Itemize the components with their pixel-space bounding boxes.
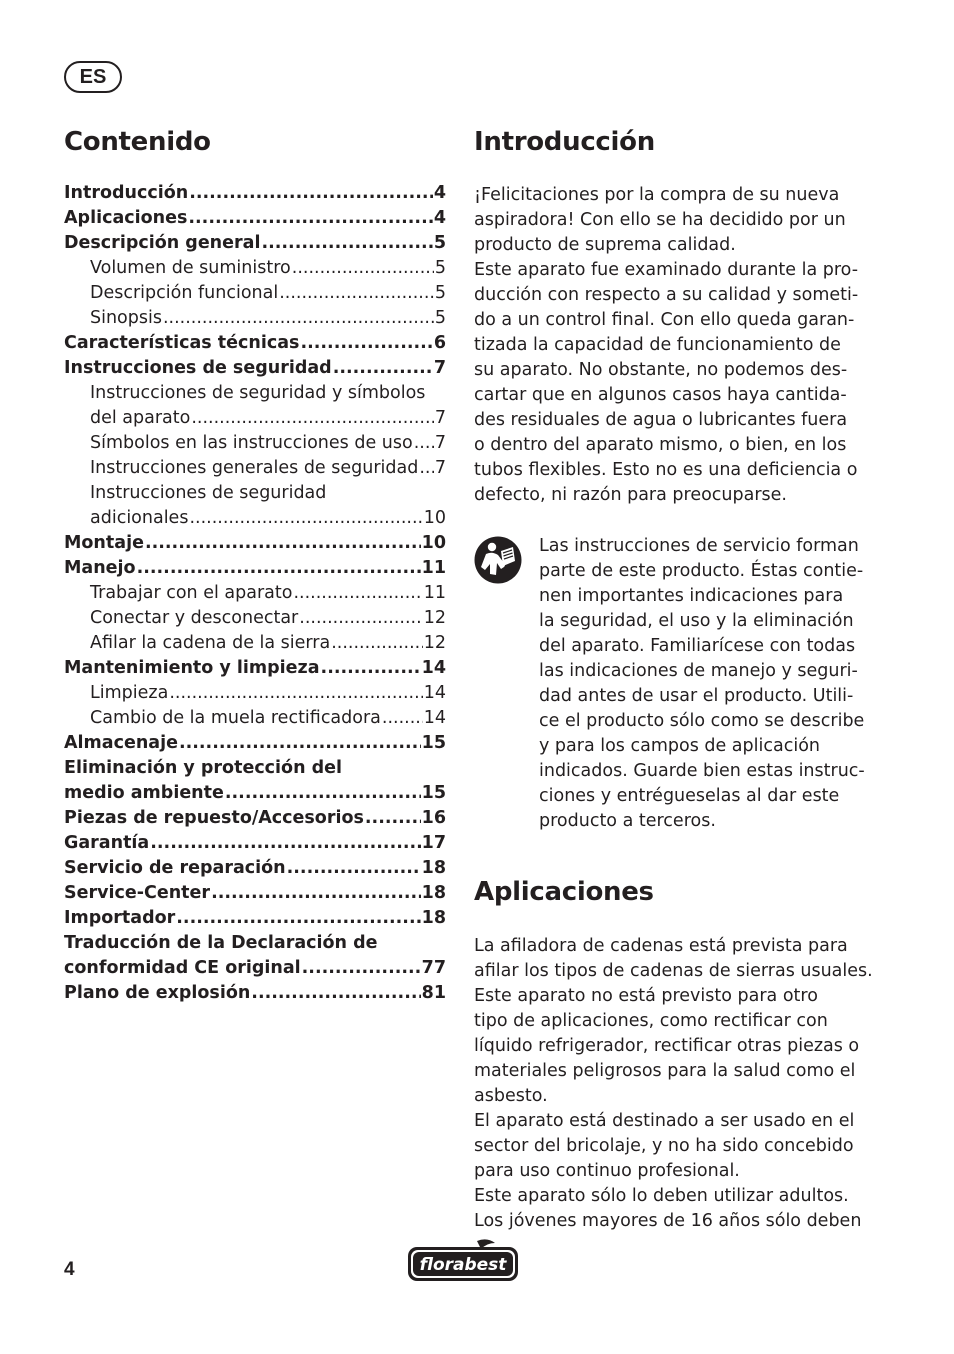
toc-entry [64,808,446,833]
toc-entry [64,358,446,383]
toc-entry-page: 11 [423,583,446,603]
toc-leader-dots [189,183,433,203]
page-number: 4 [64,1259,75,1280]
table-of-contents [64,183,446,1008]
toc-leader-dots [331,633,422,653]
toc-leader-dots [179,733,421,753]
toc-entry-page: 18 [421,858,446,878]
toc-entry-page: 15 [421,733,446,753]
toc-leader-dots [302,958,421,978]
text-line: Los jóvenes mayores de 16 años sólo deben [474,1211,862,1231]
toc-entry-page: 18 [421,908,446,928]
toc-leader-dots [150,833,420,853]
toc-entry-label: Símbolos en las instrucciones de uso [90,433,413,453]
toc-entry-page: 12 [423,608,446,628]
text-line: des residuales de agua o lubricantes fuera [474,410,848,430]
toc-entry [64,333,446,358]
toc-entry [64,733,446,758]
toc-entry [64,183,446,208]
toc-entry-page: 81 [421,983,446,1003]
toc-entry [64,908,446,933]
toc-entry [64,308,446,333]
introduction-text [474,183,866,508]
text-line: las indicaciones de manejo y seguri- [539,661,858,681]
text-line: y para los campos de aplicación [539,736,820,756]
text-line: tubos flexibles. Esto no es una deficiencia o [474,460,858,480]
text-line: del aparato. Familiarícese con todas [539,636,856,656]
toc-leader-dots [321,658,421,678]
toc-leader-dots [292,258,434,278]
text-line: tizada la capacidad de funcionamiento de [474,335,841,355]
text-line: Este aparato fue examinado durante la pro- [474,260,859,280]
toc-entry-page: 5 [434,283,446,303]
text-line: Este aparato no está previsto para otro [474,986,818,1006]
toc-entry [64,708,446,733]
text-line: para uso continuo profesional. [474,1161,740,1181]
text-line: ciones y entrégueselas al dar este [539,786,840,806]
toc-title: Contenido [64,127,211,157]
toc-entry-label: Garantía [64,833,150,853]
text-line: afilar los tipos de cadenas de sierras usuales. [474,961,873,981]
text-line: aspiradora! Con ello se ha decidido por un [474,210,846,230]
toc-leader-dots [414,433,434,453]
text-line: do a un control final. Con ello queda garan- [474,310,855,330]
toc-entry-label: Descripción funcional [90,283,279,303]
text-line: Las instrucciones de servicio forman [539,536,859,556]
toc-entry-label: Instrucciones generales de seguridad [90,458,419,478]
applications-text [474,934,873,1234]
toc-entry-page: 77 [421,958,446,978]
toc-entry-page: 15 [421,783,446,803]
toc-entry [64,633,446,658]
toc-entry-label: Plano de explosión [64,983,251,1003]
toc-entry-page: 4 [433,208,446,228]
toc-entry-label: Traducción de la Declaración de [64,933,378,953]
text-line: defecto, ni razón para preocuparse. [474,485,787,505]
toc-entry-label: Sinopsis [90,308,162,328]
text-line: líquido refrigerador, rectificar otras piezas o [474,1036,860,1056]
toc-entry-page: 17 [421,833,446,853]
toc-entry-page: 7 [434,408,446,428]
toc-entry [64,433,446,458]
toc-entry-label: Limpieza [90,683,169,703]
toc-entry-label: Mantenimiento y limpieza [64,658,320,678]
toc-leader-dots [176,908,420,928]
toc-leader-dots [163,308,434,328]
toc-entry [64,783,446,808]
language-badge: ES [64,61,122,93]
toc-entry [64,408,446,433]
toc-leader-dots [365,808,421,828]
toc-leader-dots [251,983,420,1003]
toc-leader-dots [382,708,423,728]
toc-entry-page: 18 [421,883,446,903]
toc-entry [64,483,446,508]
toc-entry-label: Servicio de reparación [64,858,286,878]
toc-entry-page: 6 [433,333,446,353]
toc-entry-page: 7 [434,458,446,478]
toc-leader-dots [188,208,432,228]
toc-leader-dots [261,233,432,253]
toc-leader-dots [287,858,421,878]
toc-entry-page: 14 [423,708,446,728]
toc-entry-page: 7 [434,433,446,453]
toc-leader-dots [225,783,421,803]
text-line: sector del bricolaje, y no ha sido concebido [474,1136,854,1156]
toc-leader-dots [137,558,421,578]
toc-entry [64,283,446,308]
text-line: producto de suprema calidad. [474,235,736,255]
toc-entry-label: Instrucciones de seguridad [90,483,327,503]
text-line: su aparato. No obstante, no podemos des- [474,360,848,380]
toc-entry [64,258,446,283]
toc-entry-label: Conectar y desconectar [90,608,299,628]
toc-entry-label: Descripción general [64,233,261,253]
text-line: ce el producto sólo como se describe [539,711,865,731]
toc-entry-page: 4 [433,183,446,203]
toc-entry-label: adicionales [90,508,189,528]
toc-entry-label: Instrucciones de seguridad [64,358,332,378]
toc-entry [64,983,446,1008]
text-line: El aparato está destinado a ser usado en el [474,1111,855,1131]
text-line: indicados. Guarde bien estas instruc- [539,761,865,781]
text-line: Este aparato sólo lo deben utilizar adultos. [474,1186,849,1206]
toc-entry [64,858,446,883]
toc-leader-dots [333,358,433,378]
toc-entry-page: 12 [423,633,446,653]
toc-entry [64,583,446,608]
florabest-logo [407,1238,519,1284]
toc-leader-dots [169,683,422,703]
toc-entry [64,208,446,233]
toc-leader-dots [419,458,434,478]
toc-entry-label: Almacenaje [64,733,178,753]
toc-entry [64,833,446,858]
toc-entry-page: 10 [423,508,446,528]
manual-notice-text [539,534,869,834]
toc-entry-label: Características técnicas [64,333,300,353]
text-line: o dentro del aparato mismo, o bien, en los [474,435,847,455]
toc-entry-label: Manejo [64,558,136,578]
text-line: producto a terceros. [539,811,716,831]
toc-entry [64,383,446,408]
toc-leader-dots [293,583,422,603]
toc-entry-page: 14 [423,683,446,703]
toc-leader-dots [279,283,434,303]
toc-entry-label: conformidad CE original [64,958,301,978]
toc-entry-label: Eliminación y protección del [64,758,343,778]
text-line: tipo de aplicaciones, como rectificar con [474,1011,828,1031]
toc-leader-dots [191,408,434,428]
toc-entry [64,458,446,483]
text-line: dad antes de usar el producto. Utili- [539,686,854,706]
toc-entry-page: 10 [421,533,446,553]
toc-entry-page: 5 [433,233,446,253]
toc-leader-dots [300,333,432,353]
introduction-title: Introducción [474,127,655,157]
toc-entry-page: 14 [421,658,446,678]
toc-entry-label: Importador [64,908,176,928]
toc-entry-label: Volumen de suministro [90,258,291,278]
toc-entry [64,683,446,708]
applications-title: Aplicaciones [474,877,654,907]
toc-entry [64,883,446,908]
toc-leader-dots [145,533,421,553]
toc-entry [64,508,446,533]
toc-entry-page: 5 [434,308,446,328]
text-line: ¡Felicitaciones por la compra de su nueva [474,185,840,205]
toc-entry-label: Aplicaciones [64,208,188,228]
toc-leader-dots [299,608,422,628]
toc-entry-page: 16 [421,808,446,828]
toc-entry-label: Cambio de la muela rectificadora [90,708,381,728]
toc-entry [64,558,446,583]
text-line: cartar que en algunos casos haya cantida- [474,385,847,405]
text-line: nen importantes indicaciones para [539,586,844,606]
text-line: asbesto. [474,1086,548,1106]
text-line: materiales peligrosos para la salud como el [474,1061,856,1081]
text-line: ducción con respecto a su calidad y someti- [474,285,859,305]
toc-entry-label: Instrucciones de seguridad y símbolos [90,383,426,403]
text-line: parte de este producto. Éstas contie- [539,561,864,581]
toc-leader-dots [211,883,421,903]
toc-entry [64,658,446,683]
toc-entry-label: Afilar la cadena de la sierra [90,633,331,653]
toc-entry-page: 7 [433,358,446,378]
toc-entry [64,958,446,983]
toc-entry [64,758,446,783]
toc-entry-label: Service-Center [64,883,211,903]
toc-entry [64,533,446,558]
toc-entry-label: Introducción [64,183,189,203]
toc-entry-label: Piezas de repuesto/Accesorios [64,808,364,828]
toc-entry-label: del aparato [90,408,191,428]
toc-entry-page: 5 [434,258,446,278]
toc-entry-label: medio ambiente [64,783,224,803]
text-line: la seguridad, el uso y la eliminación [539,611,854,631]
toc-leader-dots [189,508,422,528]
svg-text:florabest: florabest [419,1255,507,1275]
toc-entry-page: 11 [421,558,446,578]
toc-entry-label: Trabajar con el aparato [90,583,293,603]
toc-entry [64,233,446,258]
toc-entry-label: Montaje [64,533,144,553]
text-line: La afiladora de cadenas está prevista para [474,936,848,956]
toc-entry [64,933,446,958]
toc-entry [64,608,446,633]
read-manual-icon [474,536,522,584]
